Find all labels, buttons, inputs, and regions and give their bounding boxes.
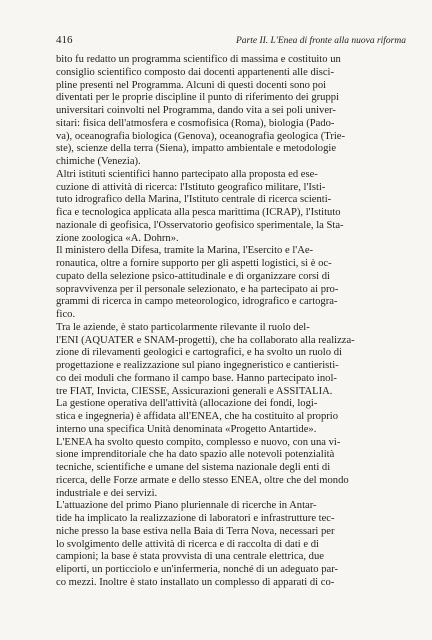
text-line: sitari: fisica dell'atmosfera e cosmofisica (Roma), biologia (Pado- [56,117,335,129]
text-line: ste), scienze della terra (Siena), impatto ambientale e metodologie [56,143,337,155]
text-line: La gestione operativa dell'attività (allocazione dei fondi, logi- [56,398,318,410]
page-number: 416 [56,34,73,46]
text-line: interno una specifica Unità denominata «Progetto Antartide». [56,423,317,435]
text-line: cupato della selezione psico-attitudinale e di organizzare corsi di [56,270,330,282]
text-line: sopravvivenza per il personale selezionato, e ha partecipato ai pro- [56,283,339,295]
text-line: Altri istituti scientifici hanno partecipato alla proposta ed ese- [56,168,318,180]
text-line: fico. [56,309,76,320]
text-line: sione imprenditoriale che ha dato spazio alle notevoli potenzialità [56,449,335,461]
page-header [56,34,406,46]
text-line: zione zoologica «A. Dohrn». [56,232,179,244]
text-line: stica e ingegneria) è affidata all'ENEA, che ha costituito al proprio [56,411,339,422]
text-line: niche presso la base estiva nella Baia di Terra Nova, necessari per [56,525,335,537]
text-line: Tra le aziende, è stato particolarmente rilevante il ruolo del- [56,321,310,333]
text-line: progettazione e realizzazione sul piano ingegneristico e cantieristi- [56,360,339,371]
body-text [56,54,406,590]
text-line: tide ha implicato la realizzazione di laboratori e infrastrutture tec- [56,513,335,524]
text-line: tecniche, scientifiche e umane del sistema nazionale degli enti di [56,462,331,473]
text-line: co mezzi. Inoltre è stato installato un complesso di apparati di co- [56,576,335,588]
text-line: eliporti, un porticciolo e un'infermeria, nonché di un adeguato par- [56,564,339,575]
text-line: campioni; la base è stata provvista di una centrale elettrica, due [56,551,324,563]
text-line: chimiche (Venezia). [56,156,141,167]
text-line: tuto idrografico della Marina, l'Istituto centrale di ricerca scienti- [56,194,332,206]
running-head: Parte II. L'Enea di fronte alla nuova riforma [235,36,406,46]
text-line: L'ENEA ha svolto questo compito, complesso e nuovo, con una vi- [56,436,341,448]
text-line: Il ministero della Difesa, tramite la Marina, l'Esercito e l'Ae- [56,245,314,257]
text-line: nazionale di geofisica, l'Osservatorio geofisico sperimentale, la Sta- [56,219,344,231]
text-line: l'ENI (AQUATER e SNAM-progetti), che ha collaborato alla realizza- [56,334,355,346]
text-line: cuzione di attività di ricerca: l'Istituto geografico militare, l'Isti- [56,181,326,193]
text-line: grammi di ricerca in campo meteorologico, idrografico e cartogra- [56,296,338,308]
text-line: va), oceanografia biologica (Genova), oceanografia geologica (Trie- [56,130,346,142]
text-line: pline presenti nel Programma. Alcuni di questi docenti sono poi [56,79,327,91]
text-line: lo svolgimento delle attività di ricerca e di raccolta di dati e di [56,538,319,550]
text-line: consiglio scientifico composto dai docenti appartenenti alle disci- [56,66,335,78]
text-line: zione di rilevamenti geologici e cartografici, e ha svolto un ruolo di [56,347,342,359]
text-line: bito fu redatto un programma scientifico di massima e costituito un [56,54,341,65]
text-line: L'attuazione del primo Piano pluriennale di ricerche in Antar- [56,500,317,512]
text-line: universitari coinvolti nel Programma, dando vita a sei poli univer- [56,105,336,116]
text-line: diventati per le proprie discipline il punto di riferimento dei gruppi [56,92,340,104]
text-line: industriale e dei servizi. [56,487,158,499]
text-line: tre FIAT, Invicta, CIESSE, Assicurazioni generali e ASSITALIA. [56,385,333,397]
text-line: ricerca, delle Forze armate e dello stesso ENEA, oltre che del mondo [56,474,349,486]
text-line: fica e tecnologica applicata alla pesca marittima (ICRAP), l'Istituto [56,207,341,218]
text-line: co dei moduli che formano il campo base. Hanno partecipato inol- [56,372,337,384]
text-line: ronautica, oltre a fornire supporto per gli aspetti logistici, si è oc- [56,258,332,269]
